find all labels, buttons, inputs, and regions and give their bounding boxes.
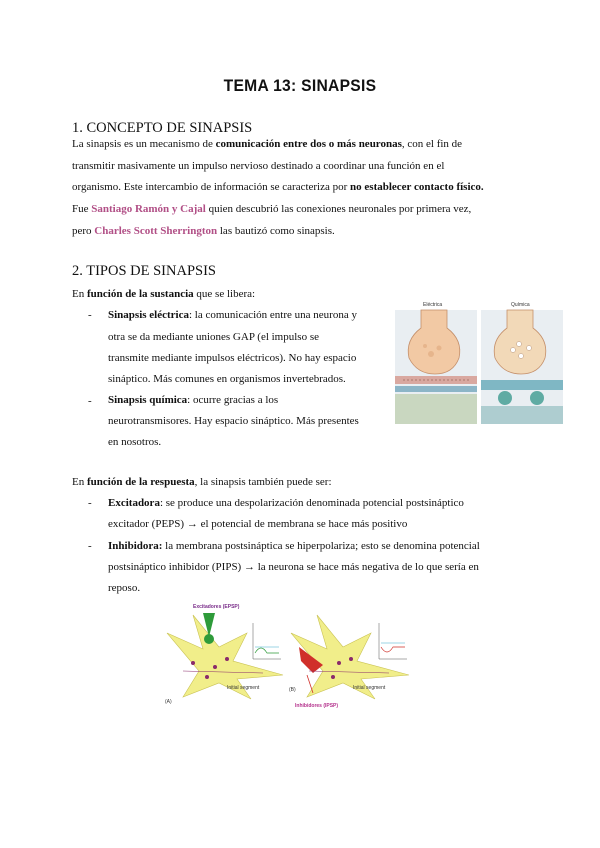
- synapse-illustration: [393, 302, 565, 428]
- section-heading-concepto: 1. CONCEPTO DE SINAPSIS: [72, 120, 253, 136]
- intro-sustancia: En función de la sustancia que se libera:: [72, 288, 256, 300]
- paragraph-concepto-line3: organismo. Este intercambio de información se caracteriza por no establecer contacto físico.: [72, 181, 484, 193]
- item-inhibidora-l3: reposo.: [108, 582, 141, 594]
- psp-initial-segment-b: Initial segment: [353, 685, 386, 691]
- page-title: TEMA 13: SINAPSIS: [223, 76, 377, 95]
- name-cajal: Santiago Ramón y Cajal: [91, 203, 206, 215]
- bullet-dash: -: [88, 309, 92, 321]
- synapse-label-electrica: Eléctrica: [423, 302, 443, 308]
- psp-illustration: [163, 603, 413, 711]
- psp-caption-excitadores: Excitadores (EPSP): [193, 604, 240, 610]
- psp-panel-a: (A): [165, 699, 172, 705]
- item-inhibidora-l2: postsináptico inhibidor (PIPS) → la neurona se hace más negativa de lo que sería en: [108, 561, 479, 573]
- item-quimica-l1: Sinapsis química: ocurre gracias a los: [108, 394, 279, 406]
- item-excitadora-l1: Excitadora: se produce una despolarización denominada potencial postsináptico: [108, 497, 464, 509]
- bullet-dash: -: [88, 540, 92, 552]
- psp-figure: [163, 603, 413, 711]
- item-electrica-l3: transmite mediante impulsos eléctricos). No hay espacio: [108, 352, 357, 364]
- section-heading-tipos: 2. TIPOS DE SINAPSIS: [72, 263, 216, 279]
- psp-caption-inhibidores: Inhibidores (IPSP): [295, 703, 339, 709]
- name-sherrington: Charles Scott Sherrington: [94, 225, 218, 237]
- item-electrica-l4: sináptico. Más comunes en organismos invertebrados.: [108, 373, 346, 385]
- paragraph-cajal: Fue Santiago Ramón y Cajal quien descubrió las conexiones neuronales por primera vez,: [72, 203, 472, 215]
- synapse-label-quimica: Química: [511, 302, 530, 308]
- item-electrica-l1: Sinapsis eléctrica: la comunicación entre una neurona y: [108, 309, 357, 321]
- item-electrica-l2: otra se da mediante uniones GAP (el impulso se: [108, 331, 319, 343]
- synapse-figure: [393, 302, 565, 428]
- intro-respuesta: En función de la respuesta, la sinapsis también puede ser:: [72, 476, 332, 488]
- paragraph-sherrington: pero Charles Scott Sherrington las bautizó como sinapsis.: [72, 225, 335, 237]
- paragraph-concepto-line1: La sinapsis es un mecanismo de comunicación entre dos o más neuronas, con el fin de: [72, 138, 463, 150]
- item-quimica-l3: en nosotros.: [108, 436, 162, 448]
- bullet-dash: -: [88, 497, 92, 509]
- item-quimica-l2: neurotransmisores. Hay espacio sináptico. Más presentes: [108, 415, 359, 427]
- psp-initial-segment-a: Initial segment: [227, 685, 260, 691]
- psp-panel-b: (B): [289, 687, 296, 693]
- item-excitadora-l2: excitador (PEPS) → el potencial de membrana se hace más positivo: [108, 518, 408, 530]
- paragraph-concepto-line2: transmitir masivamente un impulso nervioso destinado a coordinar una función en el: [72, 160, 445, 172]
- bullet-dash: -: [88, 395, 92, 407]
- item-inhibidora-l1: Inhibidora: la membrana postsináptica se hiperpolariza; esto se denomina potencial: [108, 540, 480, 552]
